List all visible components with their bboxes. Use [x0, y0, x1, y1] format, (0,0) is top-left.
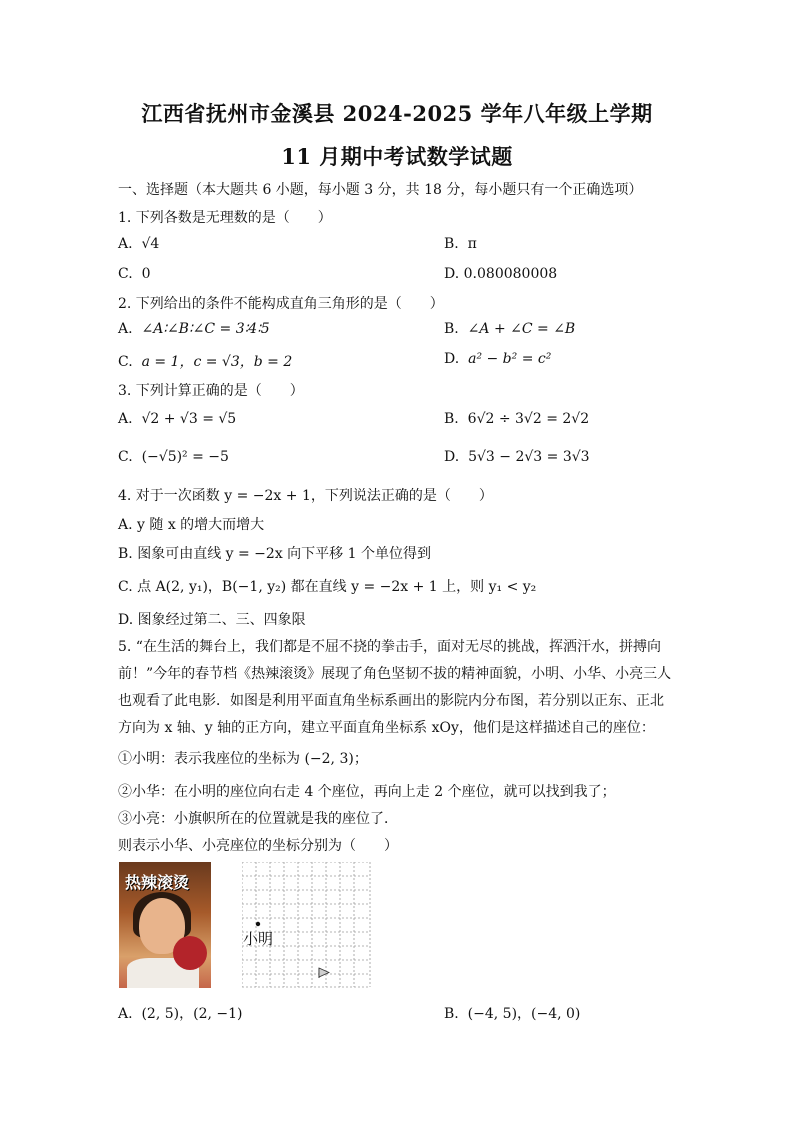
q5-para-line2: 前！”今年的春节档《热辣滚烫》展现了角色坚韧不拔的精神面貌，小明、小华、小亮三人 [118, 666, 672, 682]
q1-option-a-text: √4 [141, 236, 160, 252]
q1-option-b [444, 236, 477, 252]
q3-option-a-text: √2 + √3 = √5 [141, 411, 237, 427]
boxing-glove-icon [173, 936, 207, 970]
q1-option-c-label: C. [118, 266, 133, 282]
flag-icon [319, 968, 329, 978]
q1-option-b-text: π [467, 236, 477, 252]
q2-option-d-text: a² − b² = c² [468, 351, 552, 367]
q1-option-a [118, 236, 159, 252]
q2-stem: 2. 下列给出的条件不能构成直角三角形的是（ ） [118, 296, 444, 312]
q5-statement-3: ③小亮：小旗帜所在的位置就是我的座位了． [118, 811, 398, 827]
q2-option-a-text: ∠A∶∠B∶∠C = 3∶4∶5 [141, 321, 270, 337]
q2-option-c-label: C. [118, 354, 133, 370]
q3-option-c [118, 449, 229, 465]
q1-stem: 1. 下列各数是无理数的是（ ） [118, 210, 332, 226]
q1-option-b-label: B. [444, 236, 459, 252]
q2-option-d-label: D. [444, 351, 460, 367]
exam-title-line2: 11 月期中考试数学试题 [281, 144, 513, 169]
q4-option-c: C. 点 A(2, y₁)，B(−1, y₂) 都在直线 y = −2x + 1 上，则 y₁ < y₂ [118, 579, 537, 595]
q1-option-d-label: D. [444, 266, 460, 282]
q3-option-c-text: (−√5)² = −5 [141, 449, 229, 465]
q5-option-b-text: (−4, 5)，(−4, 0) [467, 1006, 581, 1022]
q5-para-line3: 也观看了此电影．如图是利用平面直角坐标系画出的影院内分布图，若分别以正东、正北 [118, 693, 664, 709]
q3-option-b-text: 6√2 ÷ 3√2 = 2√2 [467, 411, 590, 427]
q5-para-line1: 5. “在生活的舞台上，我们都是不屈不挠的拳击手，面对无尽的挑战，挥洒汗水，拼搏向 [118, 639, 661, 655]
q5-statement-1: ①小明：表示我座位的坐标为 (−2, 3)； [118, 751, 368, 767]
section-heading: 一、选择题（本大题共 6 小题，每小题 3 分，共 18 分，每小题只有一个正确选项） [118, 182, 643, 198]
q4-option-a: A. y 随 x 的增大而增大 [118, 517, 265, 533]
q5-option-a-text: (2, 5)，(2, −1) [141, 1006, 243, 1022]
q5-statement-2: ②小华：在小明的座位向右走 4 个座位，再向上走 2 个座位，就可以找到我了； [118, 784, 616, 800]
q2-option-c [118, 351, 292, 371]
q3-option-d-text: 5√3 − 2√3 = 3√3 [468, 449, 590, 465]
q1-option-c-text: 0 [141, 266, 151, 282]
q2-option-c-text: a = 1，c = √3，b = 2 [141, 354, 293, 370]
q2-option-d [444, 351, 551, 367]
q2-option-b-text: ∠A + ∠C = ∠B [467, 321, 576, 337]
q3-option-a [118, 411, 236, 427]
q1-option-d-text: 0.080080008 [463, 266, 558, 282]
q4-option-b: B. 图象可由直线 y = −2x 向下平移 1 个单位得到 [118, 546, 431, 562]
q3-option-d-label: D. [444, 449, 460, 465]
q3-option-d [444, 449, 590, 465]
q2-option-b [444, 321, 575, 337]
q3-stem: 3. 下列计算正确的是（ ） [118, 383, 304, 399]
q2-option-a [118, 321, 270, 337]
q5-para-line4: 方向为 x 轴、y 轴的正方向，建立平面直角坐标系 xOy，他们是这样描述自己的座位： [118, 720, 655, 736]
q5-question: 则表示小华、小亮座位的坐标分别为（ ） [118, 838, 398, 854]
q4-option-d: D. 图象经过第二、三、四象限 [118, 612, 306, 628]
xiaoming-seat-dot [256, 922, 260, 926]
q1-option-c [118, 266, 151, 282]
q5-option-b [444, 1003, 580, 1023]
exam-title-line1: 江西省抚州市金溪县 2024-2025 学年八年级上学期 [141, 101, 653, 126]
q2-option-a-label: A. [118, 321, 133, 337]
q3-option-b-label: B. [444, 411, 459, 427]
seat-grid-svg [242, 862, 372, 988]
q5-option-a-label: A. [118, 1006, 133, 1022]
xiaoming-label: 小明 [243, 930, 274, 948]
q3-option-c-label: C. [118, 449, 133, 465]
q5-option-b-label: B. [444, 1006, 459, 1022]
movie-poster-image [119, 862, 211, 988]
q2-option-b-label: B. [444, 321, 459, 337]
q1-option-a-label: A. [118, 236, 133, 252]
seat-grid-diagram [242, 862, 372, 988]
q1-option-d [444, 266, 557, 282]
q4-stem: 4. 对于一次函数 y = −2x + 1，下列说法正确的是（ ） [118, 488, 493, 504]
q3-option-a-label: A. [118, 411, 133, 427]
q3-option-b [444, 411, 589, 427]
poster-title: 热辣滚烫 [125, 873, 190, 892]
q5-option-a [118, 1003, 242, 1023]
